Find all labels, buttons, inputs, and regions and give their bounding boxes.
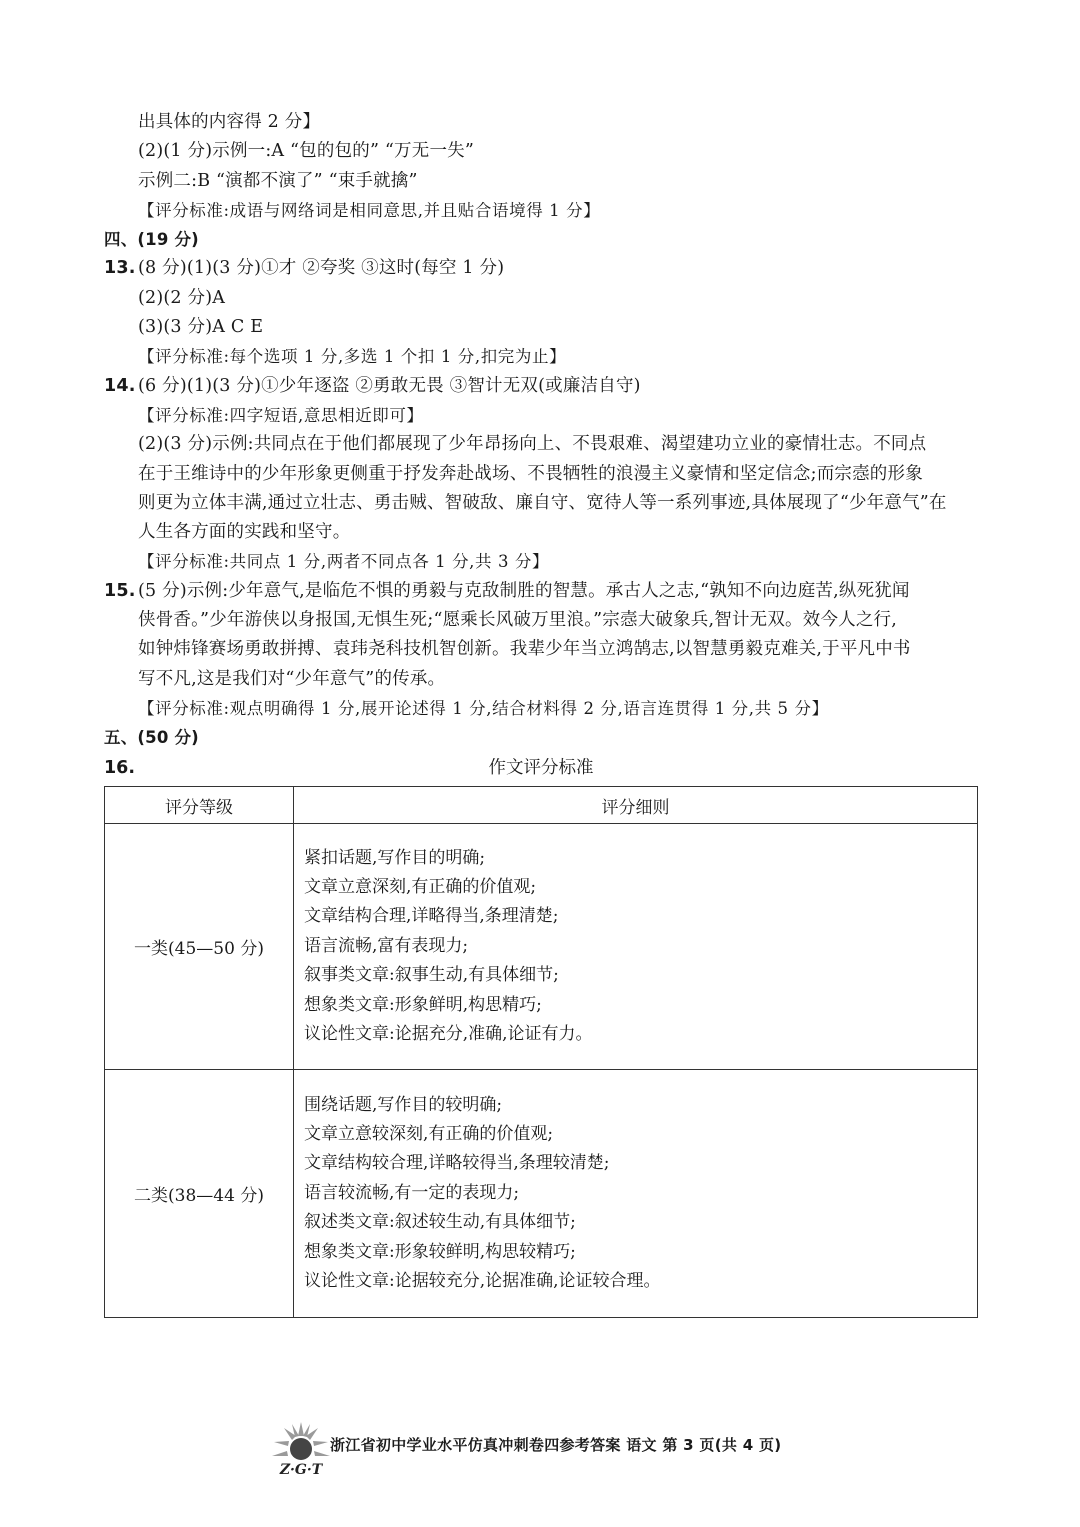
- text-line: 出具体的内容得 2 分】: [138, 112, 321, 132]
- grade-rules: [294, 824, 978, 1070]
- text-line: (3)(3 分)A C E: [138, 317, 264, 338]
- rule-item: 叙事类文章:叙事生动,有具体细节;: [304, 965, 559, 986]
- table-title: 作文评分标准: [488, 757, 594, 778]
- text-line: 人生各方面的实践和坚守。: [138, 522, 351, 543]
- text-line: (2)(1 分)示例一:A “包的包的” “万无一失”: [138, 141, 474, 162]
- text-line: 侠骨香。”少年游侠以身报国,无惧生死;“愿乘长风破万里浪。”宗悫大破象兵,智计无双。效今人之行,: [138, 610, 898, 631]
- question-text: (6 分)(1)(3 分)①少年逐盗 ②勇敢无畏 ③智计无双(或廉洁自守): [138, 375, 641, 396]
- rule-item: 语言较流畅,有一定的表现力;: [304, 1182, 520, 1203]
- question-text: (8 分)(1)(3 分)①才 ②夸奖 ③这时(每空 1 分): [138, 258, 505, 279]
- rule-item: 文章结构较合理,详略较得当,条理较清楚;: [304, 1153, 610, 1174]
- rule-item: 议论性文章:论据较充分,论据准确,论证较合理。: [304, 1270, 661, 1291]
- table-header: 评分细则: [294, 787, 978, 824]
- answer-content: [104, 108, 984, 783]
- table-row: [105, 1070, 978, 1318]
- text-line: 示例二:B “演都不演了” “束手就擒”: [138, 170, 418, 191]
- text-line: (2)(3 分)示例:共同点在于他们都展现了少年昂扬向上、不畏艰难、渴望建功立业的豪情壮志。不同点: [138, 434, 927, 455]
- grading-standard: 【评分标准:成语与网络词是相同意思,并且贴合语境得 1 分】: [138, 200, 601, 220]
- text-line: 写不凡,这是我们对“少年意气”的传承。: [138, 668, 446, 689]
- rule-item: 想象类文章:形象较鲜明,构思较精巧;: [304, 1241, 576, 1262]
- grade-rules: [294, 1070, 978, 1318]
- rule-item: 语言流畅,富有表现力;: [304, 935, 469, 956]
- grading-standard: 【评分标准:每个选项 1 分,多选 1 个扣 1 分,扣完为止】: [138, 347, 567, 367]
- text-line: 则更为立体丰满,通过立壮志、勇击贼、智破敌、廉自守、宽待人等一系列事迹,具体展现了“少年意气”在: [138, 492, 947, 513]
- rule-item: 文章结构合理,详略得当,条理清楚;: [304, 906, 559, 927]
- grading-standard: 【评分标准:共同点 1 分,两者不同点各 1 分,共 3 分】: [138, 552, 550, 572]
- grading-standard: 【评分标准:四字短语,意思相近即可】: [138, 405, 424, 425]
- table-row: [105, 824, 978, 1070]
- grade-level: 一类(45—50 分): [105, 824, 294, 1070]
- question-number: 14.: [104, 375, 136, 396]
- question-15: [104, 577, 984, 606]
- rule-item: 围绕话题,写作目的较明确;: [304, 1094, 503, 1115]
- text-line: (2)(2 分)A: [138, 287, 226, 308]
- rule-item: 文章立意较深刻,有正确的价值观;: [304, 1124, 554, 1145]
- table-header: 评分等级: [105, 787, 294, 824]
- grade-level: 二类(38—44 分): [105, 1070, 294, 1318]
- rule-item: 紧扣话题,写作目的明确;: [304, 847, 486, 868]
- logo-text: Z·G·T: [279, 1462, 323, 1478]
- section-heading: 四、(19 分): [104, 230, 199, 250]
- table-header-row: [105, 787, 978, 824]
- question-14: [104, 372, 984, 401]
- text-line: 在于王维诗中的少年形象更侧重于抒发奔赴战场、不畏牺牲的浪漫主义豪情和坚定信念;而宗悫的形象: [138, 463, 923, 484]
- sunburst-logo-icon: [268, 1420, 334, 1478]
- text-line: 如钟炜锋赛场勇敢拼搏、袁玮尧科技机智创新。我辈少年当立鸿鹄志,以智慧勇毅克难关,于平凡中书: [138, 639, 911, 660]
- footer-caption: 浙江省初中学业水平仿真冲刺卷四参考答案 语文 第 3 页(共 4 页): [330, 1436, 782, 1454]
- question-number: 13.: [104, 258, 136, 279]
- rule-item: 文章立意深刻,有正确的价值观;: [304, 877, 537, 898]
- grading-table: [104, 786, 978, 1318]
- rule-item: 想象类文章:形象鲜明,构思精巧;: [304, 994, 542, 1015]
- question-number: 15.: [104, 580, 136, 601]
- section-heading: 五、(50 分): [104, 728, 199, 748]
- grading-standard: 【评分标准:观点明确得 1 分,展开论述得 1 分,结合材料得 2 分,语言连贯得 1 分,共 5 分】: [138, 698, 829, 718]
- rule-item: 叙述类文章:叙述较生动,有具体细节;: [304, 1212, 576, 1233]
- question-number: 16.: [104, 757, 136, 778]
- page-footer: [268, 1420, 828, 1480]
- question-text: (5 分)示例:少年意气,是临危不惧的勇毅与克敌制胜的智慧。承古人之志,“孰知不向边庭苦,纵死犹闻: [138, 580, 910, 601]
- question-13: [104, 254, 984, 283]
- question-16: [104, 753, 984, 783]
- rule-item: 议论性文章:论据充分,准确,论证有力。: [304, 1023, 593, 1044]
